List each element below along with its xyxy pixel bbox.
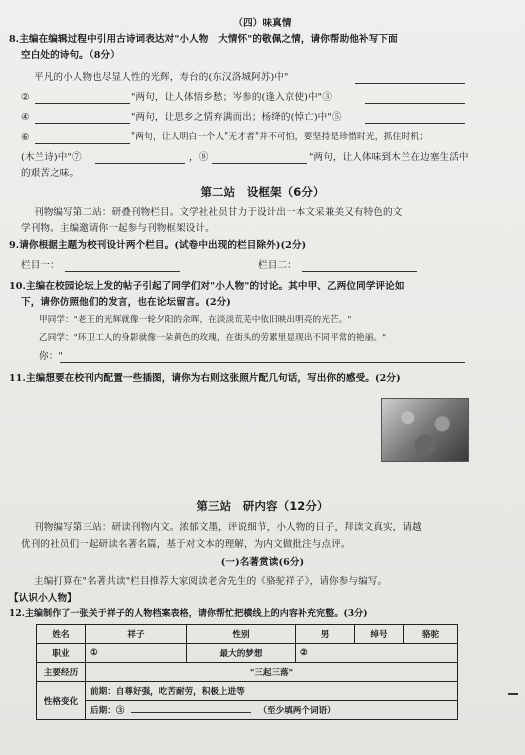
q9-col2: 栏目二： (258, 260, 297, 271)
later-personality-blank[interactable] (86, 701, 458, 720)
station2-intro2: 学刊物。主编邀请你一起参与刊物框架设计。 (21, 223, 215, 234)
q9-col1: 栏目一： (21, 260, 60, 271)
hint-text: （至少填两个词语） (258, 706, 336, 716)
q10-line1: 10.主编在校园论坛上发的帖子引起了同学们对"小人物"的讨论。其中甲、乙两位同学评论如 (9, 281, 405, 292)
station3-intro2: 优刊的社员们一起研读名著名篇，基于对文本的理解，为内文做批注与点评。 (21, 539, 351, 550)
blank-6[interactable] (35, 143, 130, 144)
q8-line5b: "两句，让思乡之情弃满而出；杨绛的(悼亡)中"⑤ (131, 112, 342, 123)
table-cell: 男 (296, 625, 355, 644)
q8-line4a: ② (21, 92, 30, 103)
comment-input[interactable] (60, 362, 465, 363)
blank-1[interactable] (355, 83, 465, 84)
table-row (37, 644, 458, 663)
q8-line7c: "两句，让人体味到木兰在边塞生活中 (309, 152, 469, 163)
q12-text: 12.主编制作了一张关于祥子的人物档案表格，请你帮忙把横线上的内容补充完整。(3分) (9, 609, 368, 619)
blank-marker: 后期：③ (90, 706, 125, 716)
table-cell: 性格变化 (37, 682, 86, 720)
table-row (37, 682, 458, 701)
table-cell: 前期：自尊好强，吃苦耐劳，积极上进等 (86, 682, 458, 701)
table-cell: 祥子 (86, 625, 187, 644)
q9-text: 9.请你根据主题为校刊设计两个栏目。(试卷中出现的栏目除外)(2分) (9, 240, 307, 251)
q8-line2: 空白处的诗句。（8分） (21, 50, 120, 61)
q8-line7b: ，⑧ (189, 152, 209, 163)
blank-3[interactable] (365, 103, 465, 104)
section-title: （四）味真情 (233, 18, 292, 29)
blank-5[interactable] (365, 123, 465, 124)
q11-text: 11.主编想要在校刊内配置一些插图，请你为右则这张照片配几句话，写出你的感受。(2分) (9, 373, 401, 384)
table-cell: 性别 (187, 625, 296, 644)
station3-note: 主编打算在"名著共读"栏目推荐大家阅读老舍先生的《骆驼祥子》，请你参与编写。 (34, 576, 388, 587)
station2-title: 第二站 设框架（6分） (200, 185, 325, 199)
recognize-label: 【认识小人物】 (9, 593, 77, 604)
q8-line3: 平凡的小人物也尽显人性的光辉，寿台的(东汉洛城阿苏)中" (34, 72, 289, 83)
column2-input[interactable] (302, 271, 417, 272)
occupation-blank[interactable] (86, 644, 187, 663)
character-profile-table (36, 624, 458, 720)
dream-blank[interactable] (296, 644, 458, 663)
station3-subtitle: (一)名著赏读(6分) (220, 557, 305, 568)
photo-illustration (381, 398, 469, 462)
q8-line6a: ⑥ (21, 132, 30, 143)
q8-line8: 的艰苦之味。 (21, 168, 80, 179)
q8-line5a: ④ (21, 112, 30, 123)
blank-4[interactable] (35, 123, 130, 124)
blank-8[interactable] (212, 163, 307, 164)
table-cell: 最大的梦想 (187, 644, 296, 663)
blank-marker: ② (300, 648, 308, 658)
table-row (37, 625, 458, 644)
q8-line6b: "两句，让人明白一个人"无才者"并不可怕，要坚持是珍惜时光，抓住时机； (131, 132, 429, 142)
q10-yi: 乙同学："环卫工人的身影就像一朵黄色的玫瑰，在街头的劳累里显现出不同平常的艳丽。" (39, 333, 387, 343)
blank-2[interactable] (35, 103, 130, 104)
table-row (37, 663, 458, 682)
table-cell: 姓名 (37, 625, 86, 644)
blank-7[interactable] (95, 163, 185, 164)
q8-line7a: (木兰诗)中"⑦ (21, 152, 82, 163)
q8-line4b: "两句，让人体悟乡愁；岑参的(逢入京使)中"③ (131, 92, 332, 103)
q8-line1: 8.主编在编辑过程中引用古诗词表达对"小人物 大情怀"的敬佩之情，请你帮助他补写下面 (9, 34, 398, 45)
station2-intro1: 刊物编写第二站：研叠刊物栏目。文学社社员甘力于设计出一本文采兼美又有特色的文 (34, 207, 403, 218)
q10-line2: 下，请你仿照他们的发言，也在论坛留言。(2分) (21, 297, 231, 308)
table-cell: 职业 (37, 644, 86, 663)
table-cell: 主要经历 (37, 663, 86, 682)
table-row (37, 701, 458, 720)
margin-mark (508, 693, 518, 695)
table-cell: "三起三落" (86, 663, 458, 682)
station3-intro1: 刊物编写第三站：研读刊物内文。浓郁文墨，评说细节，小人物的日子，拜读文真实，请越 (34, 522, 422, 533)
answer-line (131, 712, 251, 713)
table-cell: 绰号 (355, 625, 404, 644)
q10-jia: 甲同学："老王的光辉就像一轮夕阳的余晖，在淡淡荒芜中依旧映出明亮的光芒。" (39, 315, 352, 325)
q10-wo: 你：" (39, 351, 63, 362)
column1-input[interactable] (65, 271, 180, 272)
station3-title: 第三站 研内容（12分） (196, 499, 329, 513)
blank-marker: ① (90, 648, 98, 658)
table-cell: 骆驼 (404, 625, 458, 644)
